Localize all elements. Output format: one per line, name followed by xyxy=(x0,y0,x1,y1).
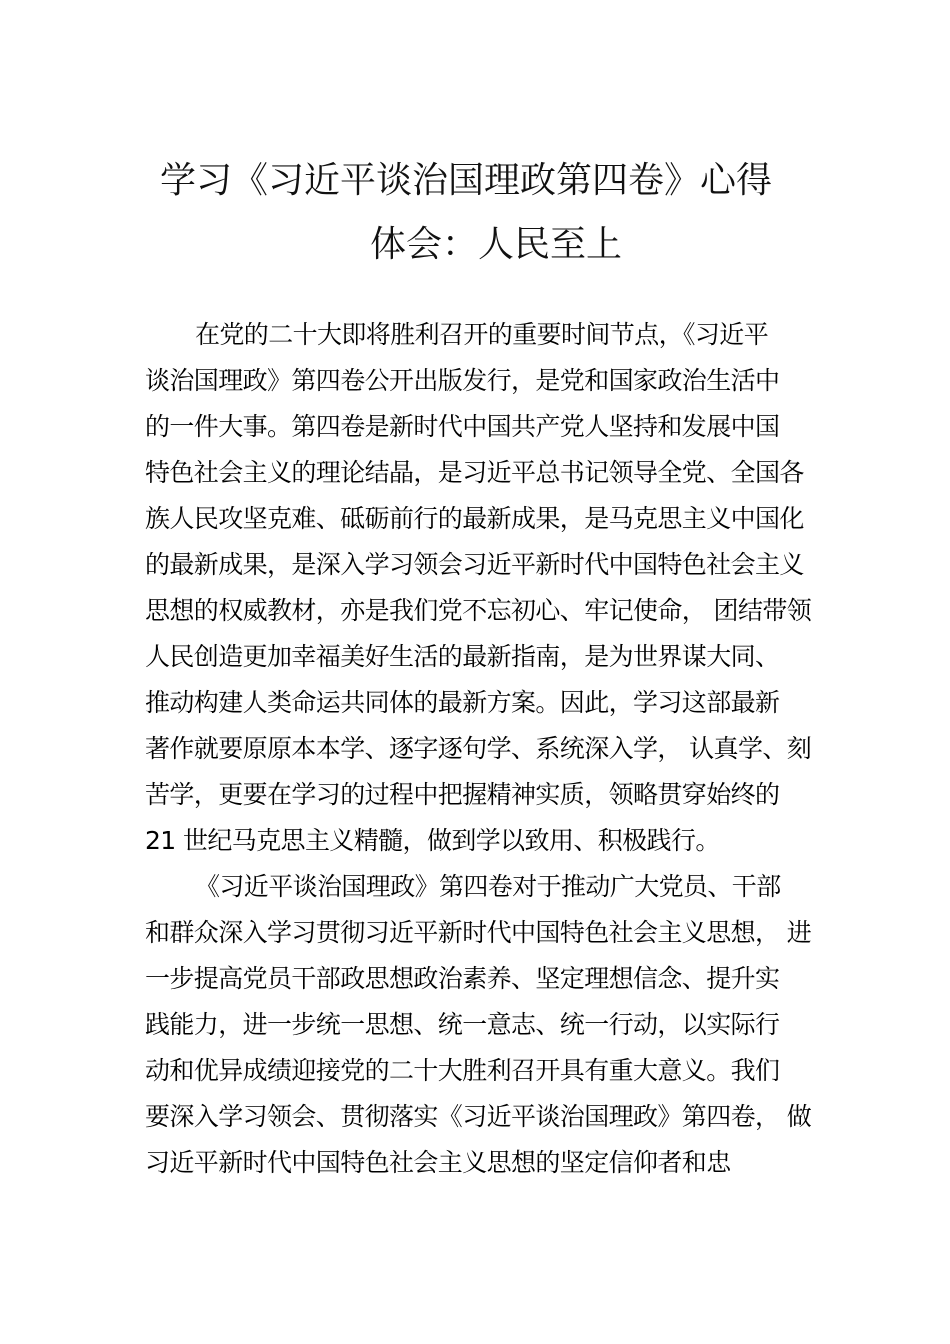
paragraph-2-line: 践能力，进一步统一思想、统一意志、统一行动，以实际行 xyxy=(145,1010,780,1039)
paragraph-2-line: 和群众深入学习贯彻习近平新时代中国特色社会主义思想， 进 xyxy=(145,918,812,947)
paragraph-1-line: 在党的二十大即将胜利召开的重要时间节点，《习近平 xyxy=(195,320,769,349)
paragraph-1-line: 思想的权威教材，亦是我们党不忘初心、牢记使命， 团结带领 xyxy=(145,596,812,625)
paragraph-1-line: 著作就要原原本本学、逐字逐句学、系统深入学， 认真学、刻 xyxy=(145,734,812,763)
document-title-line-1: 学习《习近平谈治国理政第四卷》心得 xyxy=(160,160,773,201)
paragraph-1-line: 的最新成果，是深入学习领会习近平新时代中国特色社会主义 xyxy=(145,550,804,579)
paragraph-2-line: 动和优异成绩迎接党的二十大胜利召开具有重大意义。我们 xyxy=(145,1056,780,1085)
paragraph-1-line: 人民创造更加幸福美好生活的最新指南，是为世界谋大同、 xyxy=(145,642,780,671)
paragraph-2-line: 习近平新时代中国特色社会主义思想的坚定信仰者和忠 xyxy=(145,1148,731,1177)
paragraph-1-line: 特色社会主义的理论结晶，是习近平总书记领导全党、全国各 xyxy=(145,458,804,487)
paragraph-1-line: 苦学，更要在学习的过程中把握精神实质，领略贯穿始终的 xyxy=(145,780,780,809)
paragraph-2-line: 《习近平谈治国理政》第四卷对于推动广大党员、干部 xyxy=(195,872,781,901)
paragraph-2-line: 要深入学习领会、贯彻落实《习近平谈治国理政》第四卷， 做 xyxy=(145,1102,812,1131)
paragraph-2-line: 一步提高党员干部政思想政治素养、坚定理想信念、提升实 xyxy=(145,964,780,993)
paragraph-1-line: 推动构建人类命运共同体的最新方案。因此，学习这部最新 xyxy=(145,688,780,717)
paragraph-1-line: 的一件大事。第四卷是新时代中国共产党人坚持和发展中国 xyxy=(145,412,780,441)
paragraph-1-line: 族人民攻坚克难、砥砺前行的最新成果，是马克思主义中国化 xyxy=(145,504,804,533)
paragraph-1-line: 21 世纪马克思主义精髓，做到学以致用、积极践行。 xyxy=(145,826,720,855)
document-title-line-2: 体会：人民至上 xyxy=(370,224,623,265)
paragraph-1-line: 谈治国理政》第四卷公开出版发行，是党和国家政治生活中 xyxy=(145,366,780,395)
